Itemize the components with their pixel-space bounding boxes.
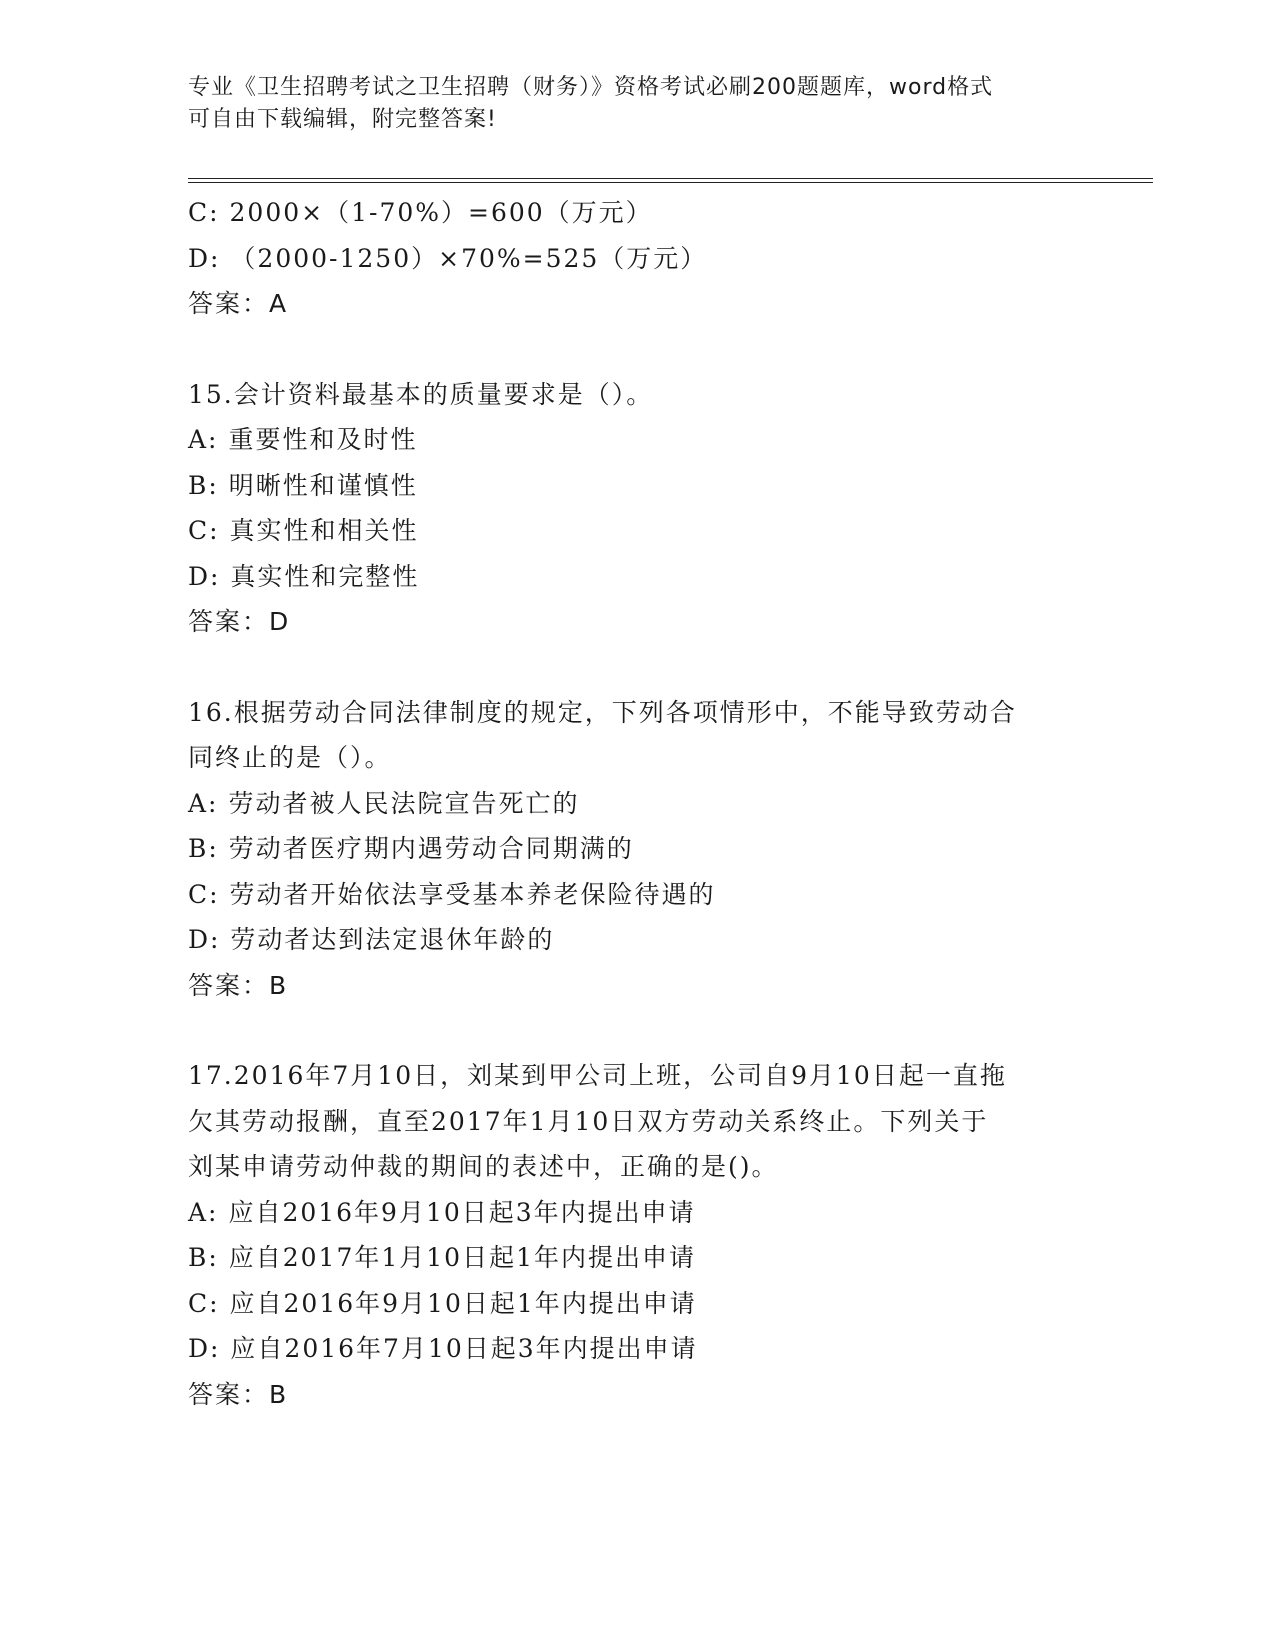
option-b [188,826,1088,872]
option-letter: B: [188,834,219,863]
question-stem-line: 17.2016年7月10日，刘某到甲公司上班，公司自9月10日起一直拖 [188,1061,1007,1090]
option-text: 应自2016年7月10日起3年内提出申请 [230,1334,698,1363]
spacer [188,645,1088,690]
option-c [188,190,1088,236]
document-header [188,72,1068,136]
option-letter: C: [188,879,220,909]
header-title-line1: 专业《卫生招聘考试之卫生招聘（财务）》资格考试必刷200题题库，word格式 [188,75,994,100]
option-d [188,236,1088,282]
option-letter: A: [188,1197,219,1227]
header-divider [188,178,1153,183]
option-a [188,417,1088,463]
option-c [188,872,1088,918]
question-stem-line: 16.根据劳动合同法律制度的规定，下列各项情形中，不能导致劳动合 [188,697,1017,727]
question-stem-line: 刘某申请劳动仲裁的期间的表述中，正确的是()。 [188,1152,779,1181]
option-letter: C: [188,1288,220,1318]
option-text: 应自2017年1月10日起1年内提出申请 [228,1243,696,1272]
option-text: 真实性和相关性 [229,516,419,545]
question-stem: 15.会计资料最基本的质量要求是（）。 [188,379,654,409]
answer-line: 答案：B [188,1379,289,1409]
option-text: 2000×（1-70%）=600（万元） [229,198,653,227]
option-text: 应自2016年9月10日起1年内提出申请 [229,1288,697,1318]
option-text: 劳动者被人民法院宣告死亡的 [228,788,580,818]
option-d [188,917,1088,963]
option-letter: B: [188,1243,219,1272]
header-title-line2: 可自由下载编辑，附完整答案! [188,107,497,132]
option-text: 劳动者医疗期内遇劳动合同期满的 [228,834,634,863]
question-16 [188,690,1088,1009]
question-content [188,190,1088,1417]
answer-line: 答案：B [188,970,289,1000]
option-text: 劳动者开始依法享受基本养老保险待遇的 [229,879,716,909]
option-text: 重要性和及时性 [228,425,418,454]
option-letter: A: [188,788,219,818]
option-text: 真实性和完整性 [230,561,420,591]
option-a [188,1190,1088,1236]
option-d [188,1326,1088,1372]
question-stem-line: 欠其劳动报酬，直至2017年1月10日双方劳动关系终止。下列关于 [188,1106,989,1136]
option-letter: A: [188,425,219,454]
spacer [188,327,1088,372]
option-b [188,1235,1088,1281]
option-text: 应自2016年9月10日起3年内提出申请 [228,1197,696,1227]
prev-question-block [188,190,1088,327]
option-b [188,463,1088,509]
option-letter: D: [188,561,221,591]
option-letter: D: [188,925,221,954]
option-a [188,781,1088,827]
option-text: 明晰性和谨慎性 [228,470,418,500]
option-letter: C: [188,516,220,545]
option-c [188,1281,1088,1327]
question-15 [188,372,1088,645]
option-letter: D: [188,243,221,273]
option-text: （2000-1250）×70%=525（万元） [230,243,708,273]
answer-line: 答案：D [188,607,291,636]
answer-line: 答案：A [188,289,289,318]
question-17 [188,1053,1088,1417]
option-letter: B: [188,470,219,500]
option-d [188,554,1088,600]
option-letter: D: [188,1334,221,1363]
option-letter: C: [188,198,220,227]
spacer [188,1008,1088,1053]
option-text: 劳动者达到法定退休年龄的 [230,925,555,954]
option-c [188,508,1088,554]
question-stem-line: 同终止的是（）。 [188,743,392,772]
